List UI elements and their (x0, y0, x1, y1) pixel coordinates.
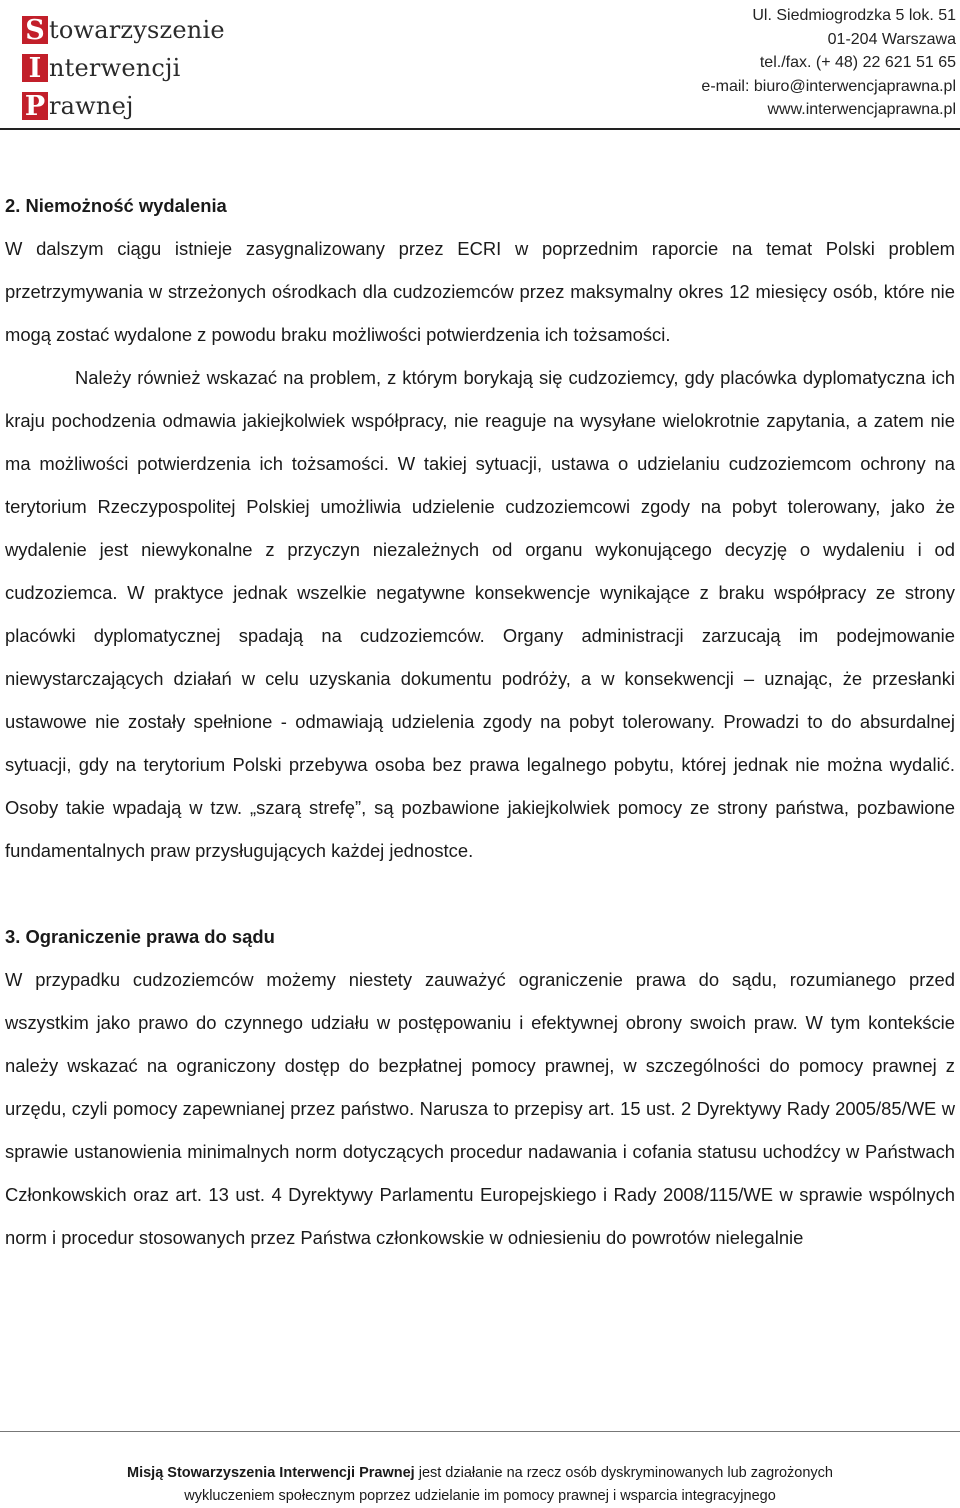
address-website-link[interactable]: www.interwencjaprawna.pl (767, 101, 956, 118)
letterhead (0, 0, 960, 130)
footer-bold-mission: Misją Stowarzyszenia Interwencji Prawnej (127, 1465, 415, 1481)
section-2-paragraph-1: W dalszym ciągu istnieje zasygnalizowany przez ECRI w poprzednim raporcie na temat Polski problem przetrzymywania w strzeżonych ośrodkach dla cudzoziemców przez maksymalny okres 12 miesięcy osób, które nie mogą zostać wydalone z powodu braku możliwości potwierdzenia ich tożsamości. (5, 238, 955, 345)
logo-word-stowarzyszenie: towarzyszenie (49, 16, 225, 44)
contact-address-block (701, 4, 956, 122)
logo-initial-s: S (22, 16, 48, 44)
address-phone: tel./fax. (+ 48) 22 621 51 65 (759, 54, 956, 71)
logo-initial-p: P (22, 92, 48, 120)
logo-initial-i: I (22, 54, 48, 82)
section-spacer (5, 872, 955, 915)
footer-mission-statement (0, 1462, 960, 1508)
section-heading-2: 2. Niemożność wydalenia (5, 195, 227, 216)
logo-line-1 (22, 6, 272, 44)
address-street: Ul. Siedmiogrodzka 5 lok. 51 (752, 7, 956, 24)
address-city: 01-204 Warszawa (827, 30, 956, 48)
address-email-link[interactable]: e-mail: biuro@interwencjaprawna.pl (701, 77, 956, 95)
document-body (5, 184, 955, 1259)
footer-line-1-rest: jest działanie na rzecz osób dyskryminowanych lub zagrożonych (414, 1465, 833, 1481)
logo-line-2 (22, 44, 272, 82)
footer-line-1 (0, 1462, 960, 1485)
logo-word-prawnej: rawnej (49, 92, 134, 120)
section-heading-3: 3. Ograniczenie prawa do sądu (5, 926, 275, 947)
footer-line-2: wykluczeniem społecznym poprzez udzielanie im pomocy prawnej i wsparcia integracyjnego (184, 1488, 776, 1504)
logo-word-interwencji: nterwencji (49, 54, 181, 82)
organization-logo (22, 6, 272, 120)
logo-line-3 (22, 82, 272, 120)
footer-divider (0, 1431, 960, 1432)
section-2-paragraph-2: Należy również wskazać na problem, z którym borykają się cudzoziemcy, gdy placówka dyplomatyczna ich kraju pochodzenia odmawia jakiejkolwiek współpracy, nie reaguje na wysyłane wielokrotnie zapytania, a zatem nie ma możliwości potwierdzenia ich tożsamości. W takiej sytuacji, ustawa o udzielaniu cudzoziemcom ochrony na terytorium Rzeczypospolitej Polskiej umożliwia udzielenie cudzoziemcowi zgody na pobyt tolerowany, jako że wydalenie jest niewykonalne z przyczyn niezależnych od organu wykonującego decyzję o wydaleniu i od cudzoziemca. W praktyce jednak wszelkie negatywne konsekwencje wynikające z braku współpracy ze strony placówki dyplomatycznej spadają na cudzoziemców. Organy administracji zarzucają im podejmowanie niewystarczających działań w celu uzyskania dokumentu podróży, a w konsekwencji – uznając, że przesłanki ustawowe nie zostały spełnione - odmawiają udzielenia zgody na pobyt tolerowany. Prowadzi to do absurdalnej sytuacji, gdy na terytorium Polski przebywa osoba bez prawa legalnego pobytu, której jednak nie można wydalić. Osoby takie wpadają w tzw. „szarą strefę”, są pozbawione jakiejkolwiek pomocy ze strony państwa, pozbawione fundamentalnych praw przysługujących każdej jednostce. (5, 367, 955, 861)
header-divider (0, 128, 960, 130)
section-3-paragraph-1: W przypadku cudzoziemców możemy niestety zauważyć ograniczenie prawa do sądu, rozumianego przed wszystkim jako prawo do czynnego udziału w postępowaniu i efektywnej obrony swoich praw. W tym kontekście należy wskazać na ograniczony dostęp do bezpłatnej pomocy prawnej, w szczególności do pomocy prawnej z urzędu, czyli pomocy zapewnianej przez państwo. Narusza to przepisy art. 15 ust. 2 Dyrektywy Rady 2005/85/WE w sprawie ustanowienia minimalnych norm dotyczących procedur nadawania i cofania statusu uchodźcy w Państwach Członkowskich oraz art. 13 ust. 4 Dyrektywy Parlamentu Europejskiego i Rady 2008/115/WE w sprawie wspólnych norm i procedur stosowanych przez Państwa członkowskie w odniesieniu do powrotów nielegalnie (5, 969, 955, 1248)
